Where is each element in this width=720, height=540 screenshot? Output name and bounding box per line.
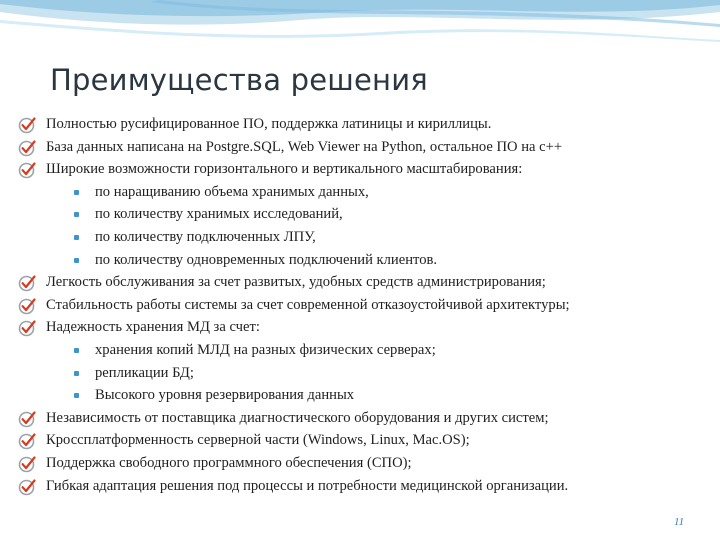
- check-icon: [18, 297, 37, 315]
- bullet-icon: [74, 212, 79, 217]
- list-item: [0, 452, 720, 475]
- sub-list-item: [0, 181, 720, 204]
- list-item: [0, 316, 720, 339]
- check-icon: [18, 455, 37, 473]
- list-item-text: репликации БД;: [95, 364, 194, 381]
- bullet-list: [0, 113, 720, 497]
- check-icon: [18, 139, 37, 157]
- list-item-text: Кроссплатформенность серверной части (Windows, Linux, Mac.OS);: [46, 432, 470, 449]
- bullet-icon: [74, 235, 79, 240]
- list-item-text: по количеству подключенных ЛПУ,: [95, 228, 316, 245]
- list-item: [0, 407, 720, 430]
- list-item-text: Поддержка свободного программного обеспечения (СПО);: [46, 454, 412, 471]
- sub-list-item: [0, 226, 720, 249]
- list-item-text: Стабильность работы системы за счет современной отказоустойчивой архитектуры;: [46, 296, 570, 313]
- list-item: [0, 429, 720, 452]
- slide-title: Преимущества решения: [50, 63, 428, 97]
- sub-list-item: [0, 384, 720, 407]
- check-icon: [18, 161, 37, 179]
- list-item-text: по наращиванию объема хранимых данных,: [95, 183, 369, 200]
- list-item-text: по количеству одновременных подключений клиентов.: [95, 251, 438, 268]
- list-item-text: по количеству хранимых исследований,: [95, 206, 343, 223]
- check-icon: [18, 319, 37, 337]
- list-item: [0, 294, 720, 317]
- list-item-text: хранения копий МЛД на разных физических серверах;: [95, 341, 436, 358]
- sub-list-item: [0, 339, 720, 362]
- list-item-text: База данных написана на Postgre.SQL, Web Viewer на Python, остальное ПО на с++: [46, 138, 563, 155]
- list-item-text: Надежность хранения МД за счет:: [46, 319, 260, 336]
- list-item-text: Гибкая адаптация решения под процессы и потребности медицинской организации.: [46, 477, 569, 494]
- list-item-text: Высокого уровня резервирования данных: [95, 387, 355, 404]
- bullet-icon: [74, 393, 79, 398]
- list-item: [0, 113, 720, 136]
- check-icon: [18, 116, 37, 134]
- bullet-icon: [74, 258, 79, 263]
- list-item: [0, 158, 720, 181]
- sub-list-item: [0, 249, 720, 272]
- bullet-icon: [74, 371, 79, 376]
- check-icon: [18, 410, 37, 428]
- list-item-text: Независимость от поставщика диагностического оборудования и других систем;: [46, 409, 549, 426]
- check-icon: [18, 432, 37, 450]
- sub-list-item: [0, 203, 720, 226]
- list-item: [0, 271, 720, 294]
- sub-list-item: [0, 362, 720, 385]
- bullet-icon: [74, 348, 79, 353]
- page-number: 11: [674, 516, 685, 528]
- bullet-icon: [74, 190, 79, 195]
- check-icon: [18, 478, 37, 496]
- list-item: [0, 136, 720, 159]
- list-item-text: Широкие возможности горизонтального и вертикального масштабирования:: [46, 161, 523, 178]
- check-icon: [18, 274, 37, 292]
- header-wave-decoration: [0, 0, 720, 70]
- list-item-text: Легкость обслуживания за счет развитых, удобных средств администрирования;: [46, 274, 546, 291]
- list-item: [0, 475, 720, 498]
- list-item-text: Полностью русифицированное ПО, поддержка латиницы и кириллицы.: [46, 116, 492, 132]
